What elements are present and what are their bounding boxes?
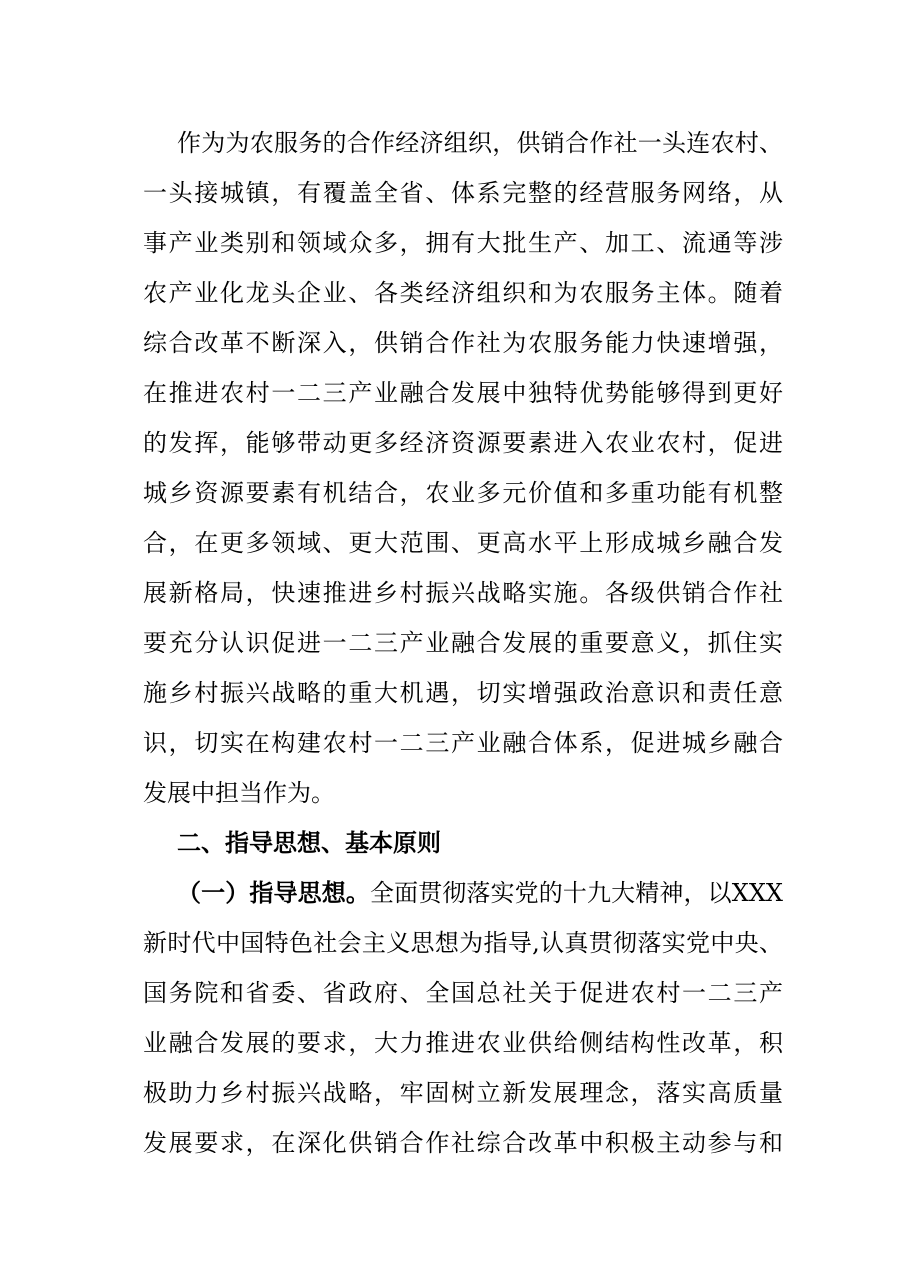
paragraph-line: 城乡资源要素有机结合，农业多元价值和多重功能有机整: [143, 479, 783, 507]
paragraph-line: 发展中担当作为。: [143, 779, 335, 807]
paragraph-line: 作为为农服务的合作经济组织，供销合作社一头连农村、: [177, 129, 783, 157]
paragraph-line: 合，在更多领域、更大范围、更高水平上形成城乡融合发: [143, 529, 783, 557]
paragraph-line: 施乡村振兴战略的重大机遇，切实增强政治意识和责任意: [143, 679, 783, 707]
paragraph-line: 识，切实在构建农村一二三产业融合体系，促进城乡融合: [143, 729, 783, 757]
paragraph-line: 的发挥，能够带动更多经济资源要素进入农业农村，促进: [143, 429, 783, 457]
paragraph-line: 极助力乡村振兴战略，牢固树立新发展理念，落实高质量: [143, 1079, 783, 1107]
paragraph-line: 一头接城镇，有覆盖全省、体系完整的经营服务网络，从: [143, 179, 783, 207]
subsection-title: （一）指导思想。: [177, 879, 370, 907]
paragraph-line: 新时代中国特色社会主义思想为指导,认真贯彻落实党中央、: [143, 929, 783, 957]
paragraph-line: 发展要求，在深化供销合作社综合改革中积极主动参与和: [143, 1129, 783, 1157]
section-heading: 二、指导思想、基本原则: [177, 829, 441, 857]
paragraph-line: 综合改革不断深入，供销合作社为农服务能力快速增强，: [143, 329, 783, 357]
paragraph-line: 业融合发展的要求，大力推进农业供给侧结构性改革，积: [143, 1029, 783, 1057]
paragraph-line: 农产业化龙头企业、各类经济组织和为农服务主体。随着: [143, 279, 783, 307]
paragraph-line: 在推进农村一二三产业融合发展中独特优势能够得到更好: [143, 379, 783, 407]
paragraph-line: 要充分认识促进一二三产业融合发展的重要意义，抓住实: [143, 629, 783, 657]
paragraph-lead-line: [177, 877, 783, 909]
paragraph-line: 展新格局，快速推进乡村振兴战略实施。各级供销合作社: [143, 579, 783, 607]
paragraph-line: 国务院和省委、省政府、全国总社关于促进农村一二三产: [143, 979, 783, 1007]
paragraph-line: 事产业类别和领域众多，拥有大批生产、加工、流通等涉: [143, 229, 783, 257]
subsection-lead-text: 全面贯彻落实党的十九大精神，以XXX: [369, 879, 783, 907]
